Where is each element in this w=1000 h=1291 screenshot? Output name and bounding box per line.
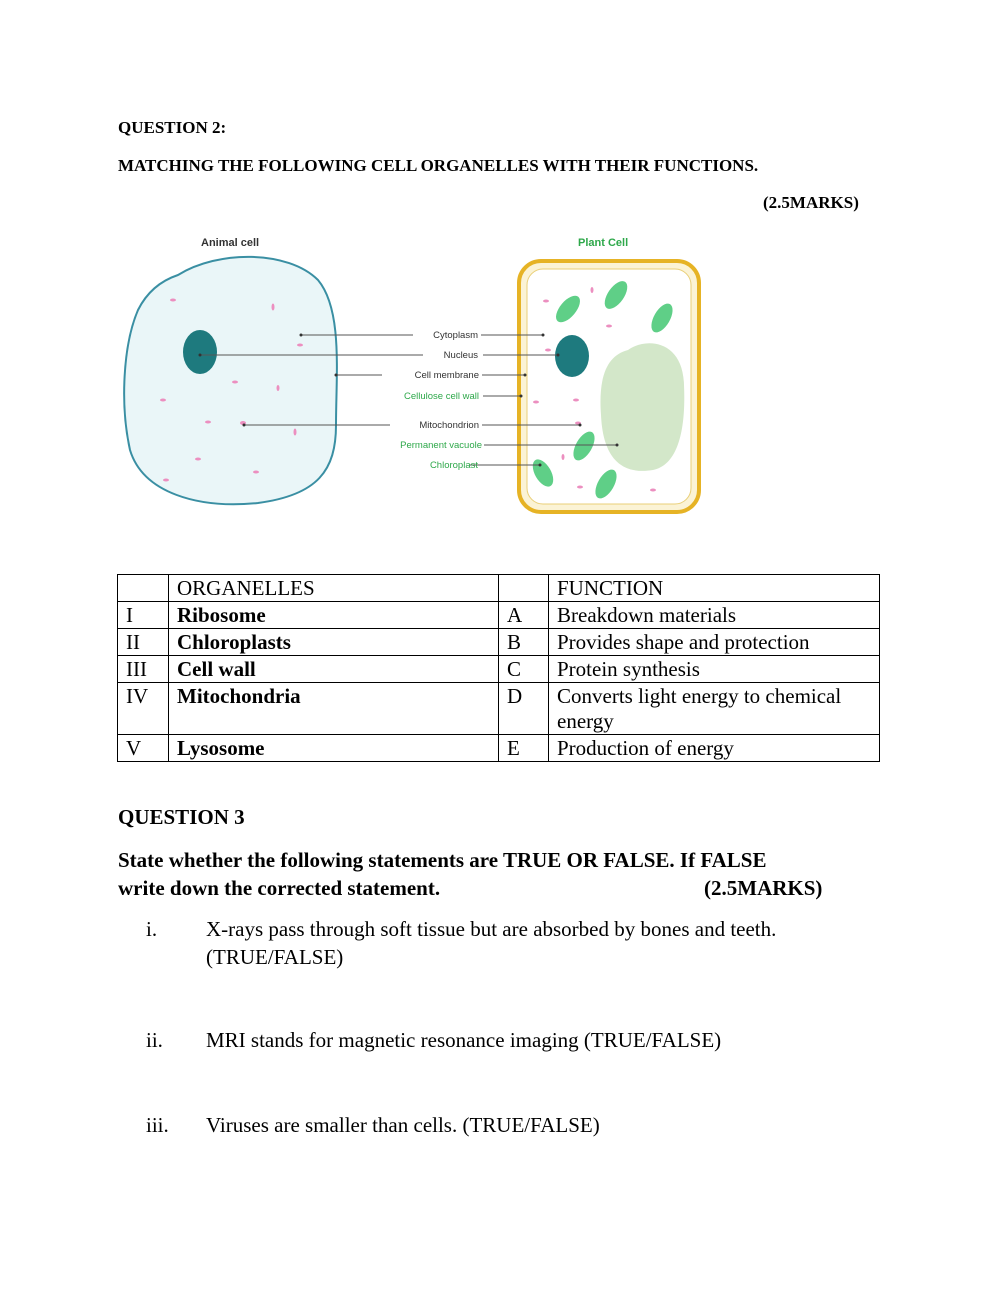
- function-letter: D: [499, 683, 549, 735]
- question-2-heading: QUESTION 2:: [118, 118, 227, 137]
- function-text: Protein synthesis: [549, 656, 880, 683]
- label-permanent-vacuole: Permanent vacuole: [400, 440, 482, 451]
- table-row: [118, 656, 880, 683]
- table-header-row: [118, 575, 880, 602]
- label-cell-membrane: Cell membrane: [414, 370, 479, 381]
- question-3-heading: QUESTION 3: [118, 805, 245, 829]
- organelle-name: Mitochondria: [169, 683, 499, 735]
- permanent-vacuole: [600, 343, 684, 471]
- statement-number: i.: [146, 917, 158, 941]
- header-cell: [499, 575, 549, 602]
- organelle-name: Cell wall: [169, 656, 499, 683]
- statement-text: Viruses are smaller than cells. (TRUE/FALSE): [206, 1113, 600, 1137]
- table-row: [118, 602, 880, 629]
- function-letter: A: [499, 602, 549, 629]
- label-cytoplasm: Cytoplasm: [433, 330, 478, 341]
- organelle-matching-table: [117, 574, 880, 762]
- question-3-instruction-text: write down the corrected statement.: [118, 876, 441, 900]
- row-number: II: [118, 629, 169, 656]
- question-3-instruction-line2: [118, 874, 878, 902]
- organelle-name: Ribosome: [169, 602, 499, 629]
- label-cellulose-cell-wall: Cellulose cell wall: [404, 391, 479, 402]
- header-function: FUNCTION: [549, 575, 880, 602]
- table-row: [118, 629, 880, 656]
- row-number: I: [118, 602, 169, 629]
- header-organelles: ORGANELLES: [169, 575, 499, 602]
- organelle-name: Chloroplasts: [169, 629, 499, 656]
- function-text: Converts light energy to chemical energy: [549, 683, 880, 735]
- statement-text: X-rays pass through soft tissue but are absorbed by bones and teeth. (TRUE/FALSE): [206, 917, 777, 969]
- function-letter: E: [499, 735, 549, 762]
- function-text: Production of energy: [549, 735, 880, 762]
- row-number: V: [118, 735, 169, 762]
- organelle-name: Lysosome: [169, 735, 499, 762]
- animal-cell-body: [124, 257, 337, 504]
- cell-diagram: [118, 225, 718, 525]
- animal-nucleus: [183, 330, 217, 374]
- header-cell: [118, 575, 169, 602]
- plant-cell-title: Plant Cell: [578, 237, 629, 249]
- row-number: III: [118, 656, 169, 683]
- question-3-instruction: [118, 846, 878, 902]
- plant-nucleus: [555, 335, 589, 377]
- question-2-instruction: MATCHING THE FOLLOWING CELL ORGANELLES WITH THEIR FUNCTIONS.: [118, 156, 759, 175]
- function-text: Provides shape and protection: [549, 629, 880, 656]
- label-nucleus: Nucleus: [443, 350, 478, 361]
- label-chloroplast: Chloroplast: [429, 460, 478, 471]
- question-2-marks: (2.5MARKS): [763, 193, 859, 212]
- label-mitochondrion: Mitochondrion: [419, 420, 479, 431]
- statement-number: ii.: [146, 1028, 163, 1052]
- statement-number: iii.: [146, 1113, 169, 1137]
- table-row: [118, 683, 880, 735]
- function-text: Breakdown materials: [549, 602, 880, 629]
- table-row: [118, 735, 880, 762]
- statement-text: MRI stands for magnetic resonance imaging (TRUE/FALSE): [206, 1028, 722, 1052]
- question-3-instruction-line1: State whether the following statements are TRUE OR FALSE. If FALSE: [118, 848, 767, 872]
- function-letter: B: [499, 629, 549, 656]
- question-3-marks: (2.5MARKS): [704, 876, 823, 900]
- row-number: IV: [118, 683, 169, 735]
- animal-cell-title: Animal cell: [201, 237, 260, 249]
- function-letter: C: [499, 656, 549, 683]
